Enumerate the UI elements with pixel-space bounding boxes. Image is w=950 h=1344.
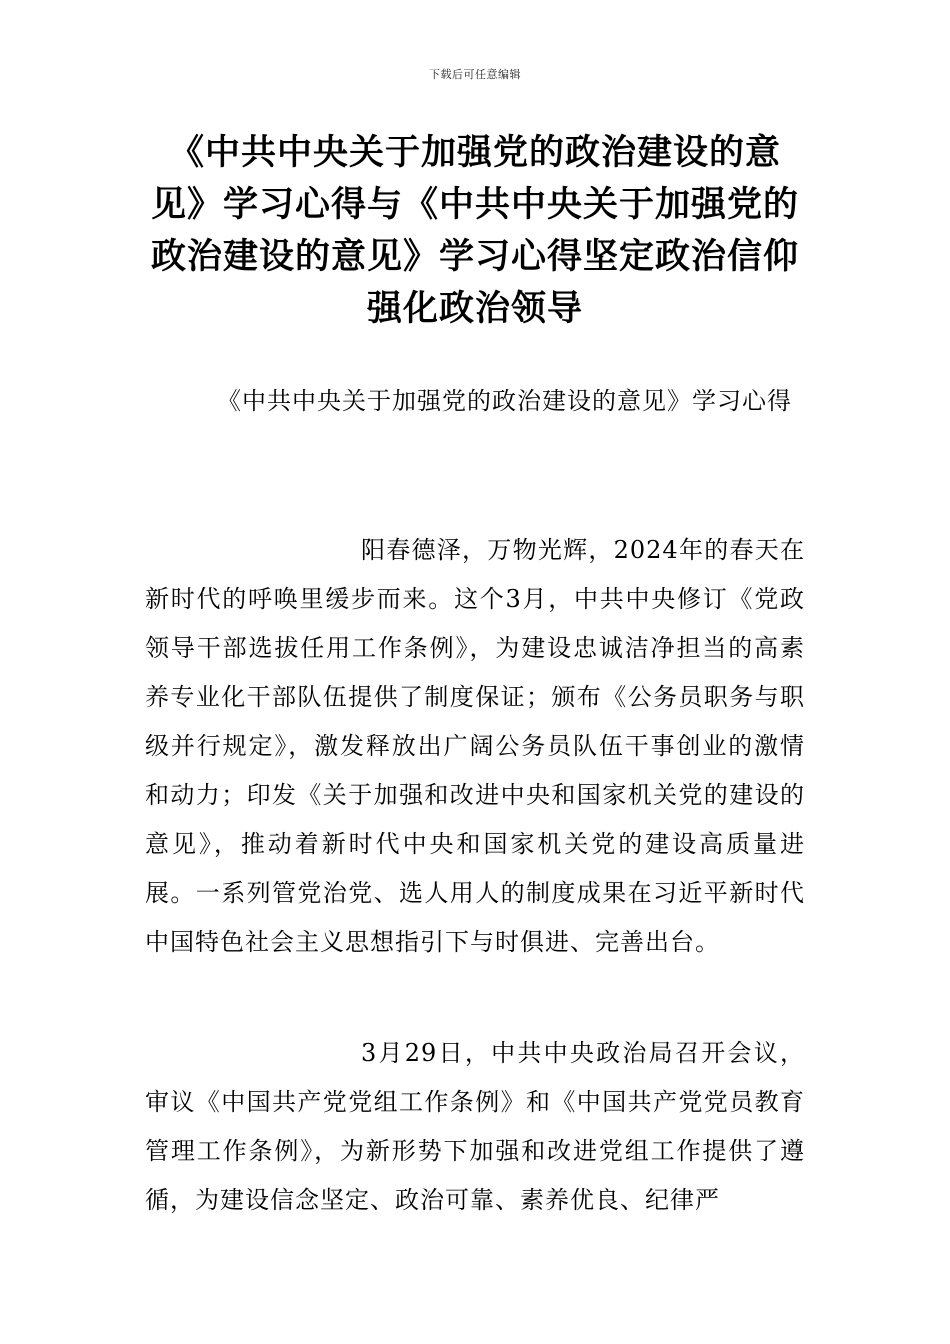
document-title: 《中共中央关于加强党的政治建设的意见》学习心得与《中共中央关于加强党的政治建设的意见》学习心得坚定政治信仰强化政治领导	[150, 133, 799, 329]
paragraph-1: 阳春德泽，万物光辉，2024年的春天在新时代的呼唤里缓步而来。这个3月，中共中央修订《党政领导干部选拔任用工作条例》，为建设忠诚洁净担当的高素养专业化干部队伍提供了制度保证；颁布《公务员职务与职级并行规定》，激发释放出广阔公务员队伍干事创业的激情和动力；印发《关于加强和改进中央和国家机关党的建设的意见》，推动着新时代中央和国家机关党的建设高质量进展。一系列管党治党、选人用人的制度成果在习近平新时代中国特色社会主义思想指引下与时俱进、完善出台。	[145, 536, 805, 956]
header-note: 下载后可任意编辑	[429, 68, 521, 81]
section-subtitle: 《中共中央关于加强党的政治建设的意见》学习心得	[217, 387, 792, 415]
paragraph-2: 3月29日，中共中央政治局召开会议，审议《中国共产党党组工作条例》和《中国共产党党员教育管理工作条例》，为新形势下加强和改进党组工作提供了遵循，为建设信念坚定、政治可靠、素养优良、纪律严	[145, 1039, 805, 1214]
